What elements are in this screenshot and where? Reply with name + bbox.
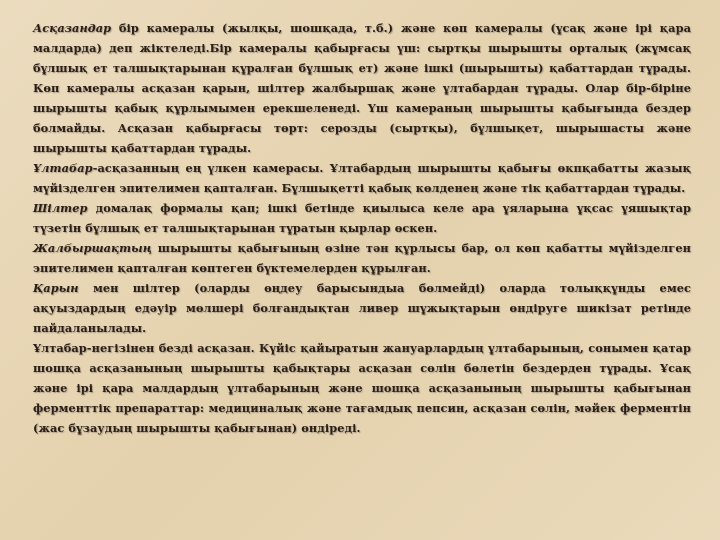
term-rumen: Қарын (33, 281, 79, 295)
paragraph-text: -асқазанның ең үлкен камерасы. Ұлтабардың шырышты қабығы өкпқабатты жазық мүйізделген эпителимен қапталған. Бұлшықетті қабық көлденең және тік қабаттардан тұрады. (33, 161, 691, 195)
paragraph-text: шырышты қабығының өзіне тән құрлысы бар, ол көп қабатты мүйізделген эпителимен қапталған көптеген бүктемелерден құрылған. (33, 241, 691, 275)
paragraph-text: мен шілтер (оларды өңдеу барысындыа бөлмейді) оларда толыққұнды емес ақуыздардың едәуір мөлшері болғандықтан ливер шұжықтарын өндіруге шикізат ретінде пайдаланылады. (33, 281, 691, 335)
term-reticulum: Шілтер (33, 201, 88, 215)
paragraph-stomach-types (33, 18, 691, 158)
paragraph-text: бір камералы (жылқы, шошқада, т.б.) және көп камералы (ұсақ және ірі қара малдарда) деп жіктеледі.Бір камералы қабырғасы үш: сыртқы шырышты орталық (жұмсақ бұлшық ет талшықтарынан құралған бұлшық ет) және ішкі (шырышты) қабаттардан тұрады. Көп камералы асқазан қарын, шілтер жалбыршақ және ұлтабардан тұрады. Олар бір-біріне шырышты қабық құрлымымен ерекшеленеді. Үш камераның шырышты қабығында бездер болмайды. Асқазан қабырғасы төрт: серозды (сыртқы), бұлшықет, шырышасты және шырышты қабаттардан тұрады. (33, 21, 691, 155)
paragraph-omasum (33, 238, 691, 278)
term-omasum: Жалбыршақтың (33, 241, 152, 255)
body-text (33, 18, 691, 438)
paragraph-rumen (33, 278, 691, 338)
paragraph-text: Ұлтабар-негізінен безді асқазан. Күйіс қайыратын жануарлардың ұлтабарының, сонымен қатар шошқа асқазанының шырышты қабықтары асқазан сөлін бөлетін бездерден тұрады. Ұсақ және ірі қара малдардың ұлтабарының және шошқа асқазанының шырышты қабығынан ферменттік препараттар: медициналық және тағамдық пепсин, асқазан сөлін, мәйек ферментін (жас бұзаудың шырышты қабығынан) өндіреді. (33, 341, 691, 435)
paragraph-reticulum (33, 198, 691, 238)
term-abomasum: Ұлтабар (33, 161, 93, 175)
term-stomachs: Асқазандар (33, 21, 112, 35)
paragraph-text: домалақ формалы қап; ішкі бетінде қиылыса келе ара ұяларына ұқсас ұяшықтар түзетін бұлшық ет талшықтарынан тұратын қырлар өскен. (33, 201, 691, 235)
paragraph-glandular-stomach (33, 338, 691, 438)
paragraph-abomasum (33, 158, 691, 198)
